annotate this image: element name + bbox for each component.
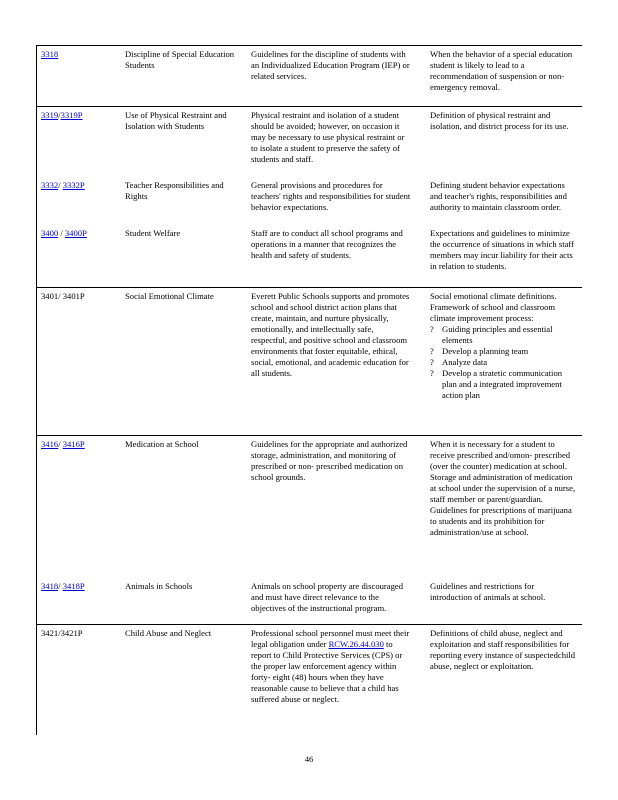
procedure-link[interactable]: 3332P [62, 180, 85, 190]
procedure-link[interactable]: 3319P [60, 110, 83, 120]
bullet-icon [418, 228, 425, 239]
row-divider [36, 287, 582, 288]
list-item-text: Defining student behavior expectations and teacher's rights, responsibilities and authority to maintain classroom order. [430, 180, 567, 212]
list-item [418, 439, 578, 472]
list-item-text: Social emotional climate definitions. [430, 291, 557, 301]
policy-code: 3421 [41, 628, 59, 638]
bullet-icon [418, 439, 425, 450]
sub-list-item [418, 324, 578, 346]
rcw-link[interactable]: RCW.26.44.030 [328, 639, 384, 649]
sub-list-item-text: Guiding principles and essential elements [442, 324, 553, 345]
list-item-text: Framework of school and classroom climate improvement process: [430, 302, 556, 323]
policy-items [418, 180, 578, 213]
policy-code-cell [41, 180, 121, 191]
policy-code-cell [41, 49, 121, 60]
sub-bullet-icon: ? [430, 346, 434, 356]
code-separator: / [58, 110, 61, 120]
sub-bullet-icon: ? [430, 324, 434, 334]
sub-bullet-icon: ? [430, 368, 434, 378]
sub-bullet-icon: ? [430, 357, 434, 367]
policy-title: Medication at School [125, 439, 199, 449]
code-separator: / [58, 291, 63, 301]
policy-description: Animals on school property are discouraged and must have direct relevance to the objectives of the instructional program. [251, 581, 404, 613]
procedure-code: 3421P [60, 628, 83, 638]
policy-items [418, 628, 578, 672]
sub-list-item-text: Develop a planning team [442, 346, 529, 356]
description-text: Professional school personnel must meet their legal obligation under [251, 628, 410, 649]
bullet-icon [418, 628, 425, 639]
description-text: to report to Child Protective Services (CPS) or the proper law enforcement agency within forty- eight (48) hours when they have reasonable cause to believe that a child has suffered abuse or neglect. [251, 639, 403, 704]
policy-code-cell [41, 291, 121, 302]
policy-link[interactable]: 3318 [41, 49, 59, 59]
list-item-text: Definitions of child abuse, neglect and exploitation and staff responsibilities for reporting every instance of suspectedchild abuse, neglect or exploitation. [430, 628, 576, 671]
list-item-text: When the behavior of a special education student is likely to lead to a recommendation of suspension or non- emergency removal. [430, 49, 573, 92]
list-item [418, 49, 578, 93]
bullet-icon [418, 472, 425, 483]
list-item [418, 472, 578, 505]
policy-link[interactable]: 3319 [41, 110, 59, 120]
policy-code-cell [41, 628, 121, 639]
row-divider [36, 435, 582, 436]
policy-code-cell [41, 228, 121, 239]
policy-link[interactable]: 3416 [41, 439, 59, 449]
list-item [418, 291, 578, 302]
code-separator: / [58, 628, 61, 638]
procedure-link[interactable]: 3400P [64, 228, 87, 238]
list-item [418, 628, 578, 672]
sub-list-item [418, 368, 578, 401]
policy-items [418, 439, 578, 538]
sub-list-item-text: Analyze data [442, 357, 488, 367]
procedure-link[interactable]: 3416P [62, 439, 85, 449]
list-item [418, 110, 578, 132]
row-divider [36, 106, 582, 107]
list-item-text: Guidelines for prescriptions of marijuana to students and its prohibition for administration/use at school. [430, 505, 572, 537]
policy-title: Animals in Schools [125, 581, 193, 591]
list-item-text: Expectations and guidelines to minimize the occurrence of situations in which staff members may incur liability for their acts in relation to students. [430, 228, 574, 271]
sub-list-item-text: Develop a stratetic communication plan and a integrated improvement action plan [442, 368, 563, 400]
policy-items [418, 228, 578, 272]
list-item [418, 302, 578, 324]
policy-code-cell [41, 439, 121, 450]
code-separator: / [58, 228, 65, 238]
policy-link[interactable]: 3400 [41, 228, 59, 238]
list-item [418, 505, 578, 538]
list-item-text: Definition of physical restraint and isolation, and district process for its use. [430, 110, 569, 131]
policy-items [418, 581, 578, 603]
policy-description: Everett Public Schools supports and promotes school and school district action plans that create, maintain, and nurture physically, emotionally, and intellectually safe, respectful, and positive school and classroom environments that foster equitable, ethical, social, emotional, and academic education for all students. [251, 291, 410, 378]
bullet-icon [418, 291, 425, 302]
policy-description [251, 628, 411, 705]
bullet-icon [418, 110, 425, 121]
procedure-code: 3401P [62, 291, 85, 301]
list-item [418, 581, 578, 603]
policy-code: 3401 [41, 291, 59, 301]
code-separator: / [58, 180, 63, 190]
policy-link[interactable]: 3332 [41, 180, 59, 190]
policy-title: Child Abuse and Neglect [125, 628, 212, 638]
policy-title: Student Welfare [125, 228, 181, 238]
list-item-text: Guidelines and restrictions for introduction of animals at school. [430, 581, 546, 602]
list-item-text: When it is necessary for a student to receive prescribed and/omon- prescribed (over the counter) medication at school. [430, 439, 571, 471]
sub-list-item [418, 346, 578, 357]
bullet-icon [418, 302, 425, 313]
list-item-text: Storage and administration of medication at school under the supervision of a nurse, staff member or parent/guardian. [430, 472, 576, 504]
policy-description: Guidelines for the discipline of students with an Individualized Education Program (IEP) or related services. [251, 49, 410, 81]
bullet-icon [418, 49, 425, 60]
policy-code-cell [41, 110, 121, 121]
procedure-link[interactable]: 3418P [62, 581, 85, 591]
code-separator: / [58, 581, 63, 591]
policy-code-cell [41, 581, 121, 592]
page-number: 46 [304, 754, 314, 764]
policy-title: Social Emotional Climate [125, 291, 214, 301]
policy-description: Physical restraint and isolation of a student should be avoided; however, on occasion it may be necessary to use physical restraint or to isolate a student to preserve the safety of students and staff. [251, 110, 405, 164]
policy-description: Guidelines for the appropriate and authorized storage, administration, and monitoring of prescribed or non- prescribed medication on school grounds. [251, 439, 408, 482]
policy-link[interactable]: 3418 [41, 581, 59, 591]
bullet-icon [418, 180, 425, 191]
policy-title: Discipline of Special Education Students [125, 49, 235, 70]
sub-list-item [418, 357, 578, 368]
policy-title: Use of Physical Restraint and Isolation with Students [125, 110, 227, 131]
policy-description: General provisions and procedures for teachers' rights and responsibilities for student behavior expectations. [251, 180, 411, 212]
bullet-icon [418, 505, 425, 516]
list-item [418, 180, 578, 213]
policy-items [418, 291, 578, 401]
row-divider [36, 624, 582, 625]
table-left-border [36, 45, 37, 735]
code-separator: / [58, 439, 63, 449]
policy-items [418, 49, 578, 93]
policy-items [418, 110, 578, 132]
policy-title: Teacher Responsibilities and Rights [125, 180, 224, 201]
list-item [418, 228, 578, 272]
table-top-border [36, 45, 582, 46]
policy-description: Staff are to conduct all school programs and operations in a manner that recognizes the health and safety of students. [251, 228, 403, 260]
bullet-icon [418, 581, 425, 592]
